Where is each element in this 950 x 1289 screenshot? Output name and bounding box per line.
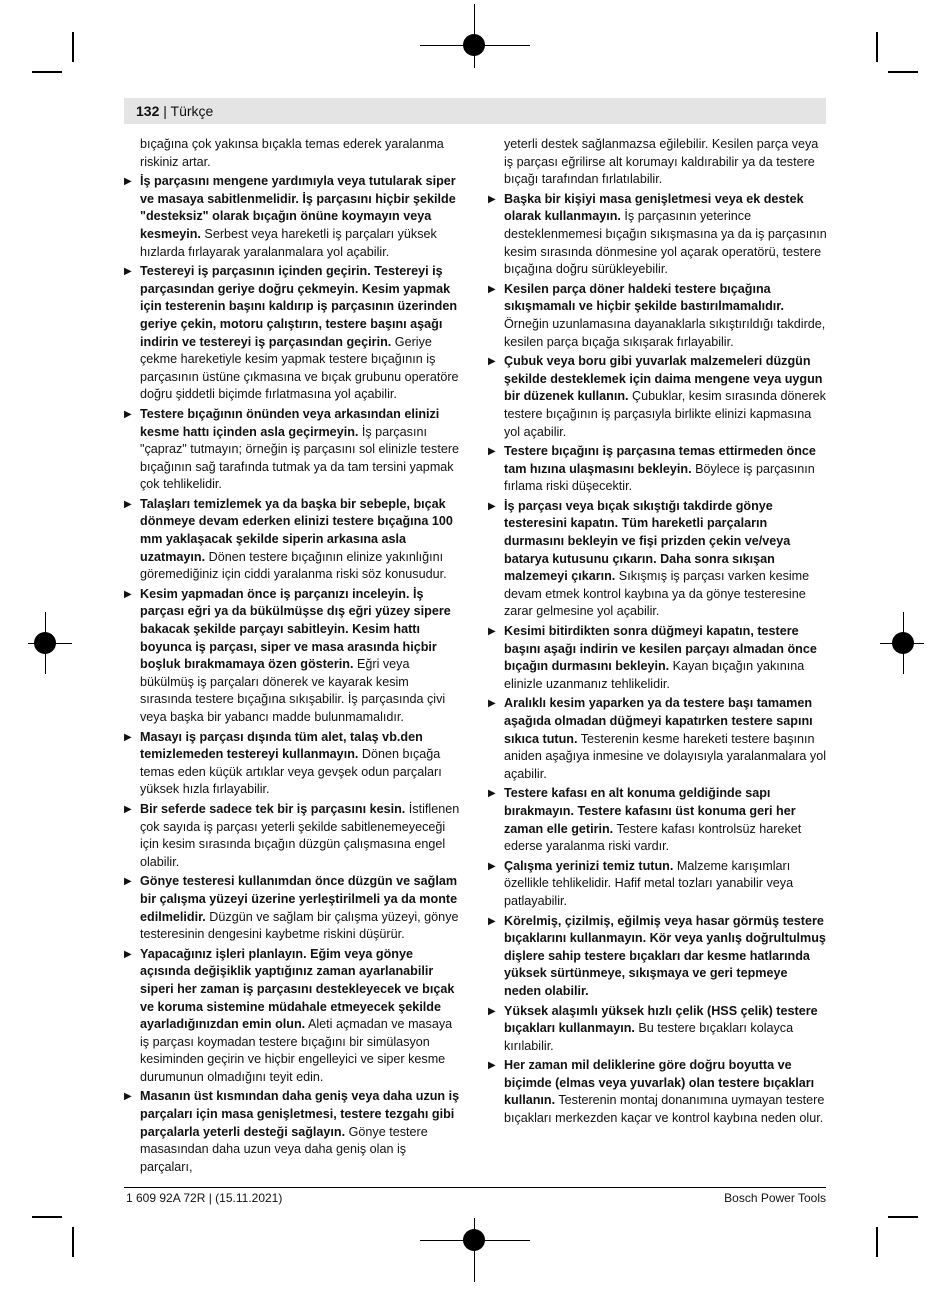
safety-item-warning: Testereyi iş parçasının içinden geçirin. Testereyi iş parçasından geriye doğru çekmeyin. Kesim yapmak için testerenin başını kaldırıp iş parçasının üzerinden geriye çekin, motoru çalıştırın, testere başını aşağı indirin ve testereyi iş parçasından geçirin. [140,264,458,349]
safety-item-explanation: Aleti açmadan ve masaya iş parçası koymadan testere bıçağını bir simülasyon kesiminden geçirin ve hiçbir engelleyici ve siper kesme durumunun olmadığını teyit edin. [140,1017,453,1084]
bullet-arrow-icon: ▶ [488,283,496,295]
safety-item [124,1088,462,1176]
safety-item [124,496,462,584]
safety-item-explanation: Malzeme karışımları özellikle tehlikelidir. Hafif metal tozları yanabilir veya patlayabilir. [504,858,794,908]
safety-item-warning: Testere bıçağının önünden veya arkasından elinizi kesme hattı içinden asla geçirmeyin. [140,406,440,439]
continuation-text: bıçağına çok yakınsa bıçakla temas ederek yaralanma riskiniz artar. [140,137,444,169]
page-number: 132 [136,103,160,119]
safety-item [488,858,828,911]
safety-item-warning: Körelmiş, çizilmiş, eğilmiş veya hasar görmüş testere bıçaklarını kullanmayın. Kör veya yanlış doğrultulmuş dişlere sahip testere bıçakları dar kesme hatlarında yüksek sürtünmeye, sıkışmaya ve geri tepmeye neden olabilir. [504,913,826,998]
bullet-arrow-icon: ▶ [124,176,132,188]
safety-item-warning: Aralıklı kesim yaparken ya da testere başı tamamen aşağıda olmadan düğmeyi kapatırken testere sapını sıkıca tutun. [504,696,813,746]
bullet-arrow-icon: ▶ [124,1091,132,1103]
bullet-arrow-icon: ▶ [488,1060,496,1072]
bullet-arrow-icon: ▶ [124,876,132,888]
safety-item-warning: Kesim yapmadan önce iş parçanızı inceleyin. İş parçası eğri ya da bükülmüşse dış eğri yüzey sipere bakacak şekilde parçayı sabitleyin. Kesim hattı boyunca iş parçası, siper ve masa arasında hiçbir boşluk bırakmamaya özen gösterin. [140,586,451,672]
safety-item [124,406,462,494]
safety-item-explanation: Dönen bıçağa temas eden küçük artıklar veya gevşek odun parçaları yüksek hızla fırlayabilir. [140,747,442,797]
crop-mark [72,1227,74,1257]
safety-item-warning: Bir seferde sadece tek bir iş parçasını kesin. [140,801,406,816]
right-column [488,136,828,1130]
bullet-arrow-icon: ▶ [124,948,132,960]
safety-item-warning: Her zaman mil deliklerine göre doğru boyutta ve biçimde (elmas veya yuvarlak) olan testere bıçakları kullanın. [504,1058,815,1108]
safety-item-explanation: Geriye çekme hareketiyle kesim yapmak testere bıçağının iş parçasının üstüne çıkmasına ve bıçak grubunu operatöre doğru şiddetli biçimde fırlatmasına yol açabilir. [140,334,459,402]
safety-list [124,173,462,1176]
safety-item-warning: Talaşları temizlemek ya da başka bir sebeple, bıçak dönmeye devam ederken elinizi testere bıçağına 100 mm yaklaşacak şekilde siperin arkasına asla uzatmayın. [140,496,453,564]
safety-item-warning: Kesilen parça döner haldeki testere bıçağına sıkışmamalı ve hiçbir şekilde bastırılmamalıdır. [504,281,785,314]
safety-item-explanation: Eğri veya bükülmüş iş parçaları dönerek ve kayarak kesim sırasında testere bıçağına sıkışabilir. İş parçasında çivi veya başka bir yabancı madde bulunmamalıdır. [140,657,446,724]
safety-item [488,281,828,351]
safety-list [488,191,828,1128]
safety-item-explanation: Dönen testere bıçağının elinize yakınlığını göremediğiniz için ciddi yaralanma riski söz konusudur. [140,549,447,582]
document-code: 1 609 92A 72R | (15.11.2021) [126,1191,283,1205]
crop-mark [876,1227,878,1257]
safety-item-explanation: İş parçasının yeterince desteklenmemesi bıçağın sıkışmasına ya da iş parçasının kesim sırasında dönmesine yol açarak operatörü, testere bıçağına doğru sürükleyebilir. [504,209,827,277]
crop-mark [32,71,62,73]
registration-mark-icon [463,1229,485,1251]
safety-item [124,873,462,943]
bullet-arrow-icon: ▶ [488,860,496,872]
bullet-arrow-icon: ▶ [488,915,496,927]
safety-item-explanation: Örneğin uzunlamasına dayanaklarla sıkıştırıldığı takdirde, kesilen parça bıçağa sıkışarak fırlayabilir. [504,316,826,349]
safety-item-explanation: Kayan bıçağın yakınına elinizle uzanmanız tehlikelidir. [504,659,805,691]
safety-item-explanation: Testere kafası kontrolsüz hareket ederse yaralanma riski vardır. [504,821,802,854]
safety-item [124,729,462,799]
safety-item-warning: Testere bıçağını iş parçasına temas ettirmeden önce tam hızına ulaşmasını bekleyin. [504,444,816,476]
brand-name: Bosch Power Tools [724,1191,826,1205]
safety-item-warning: Testere kafası en alt konuma geldiğinde sapı bırakmayın. Testere kafasını üst konuma geri her zaman elle getirin. [504,786,796,836]
bullet-arrow-icon: ▶ [124,588,132,600]
safety-item-explanation: Bu testere bıçakları kolayca kırılabilir. [504,1021,794,1053]
safety-item [124,173,462,261]
bullet-arrow-icon: ▶ [488,788,496,800]
continuation-text: yeterli destek sağlanmazsa eğilebilir. Kesilen parça veya iş parçası eğrilirse alt korumayı kaldırabilir ya da testere bıçağı tarafından fırlatılabilir. [504,137,819,187]
safety-item [124,801,462,871]
safety-item-warning: Yüksek alaşımlı yüksek hızlı çelik (HSS çelik) testere bıçakları kullanmayın. [504,1003,818,1036]
safety-item-explanation: Sıkışmış iş parçası varken kesime devam etmek kontrol kaybına ya da gönye testeresine zarar gelmesine yol açabilir. [504,569,810,619]
safety-item-explanation: Serbest veya hareketli iş parçaları yüksek hızlarda fırlayarak yaralanmalara yol açabilir. [140,226,437,259]
safety-item-explanation: Testerenin kesme hareketi testere başının aniden aşağıya inmesine ve dolayısıyla yaralanmalara yol açabilir. [504,731,827,781]
crop-mark [888,71,918,73]
safety-item [488,695,828,783]
safety-item-warning: Çubuk veya boru gibi yuvarlak malzemeleri düzgün şekilde desteklemek için daima mengene veya uygun bir düzenek kullanın. [504,354,823,404]
safety-item-warning: Masanın üst kısmından daha geniş veya daha uzun iş parçaları için masa genişletmesi, testere tezgahı gibi parçalarla yeterli desteği sağlayın. [140,1089,460,1139]
bullet-arrow-icon: ▶ [124,803,132,815]
safety-item-warning: İş parçası veya bıçak sıkıştığı takdirde gönye testeresini kapatın. Tüm hareketli parçaların durmasını bekleyin ve fişi prizden çekin ve/veya batarya kutusunu çıkarın. Daha sonra sıkışan malzemeyi çıkarın. [504,498,791,584]
safety-item-explanation: Gönye testere masasından daha uzun veya daha geniş olan iş parçaları, [140,1124,428,1174]
registration-mark-icon [463,34,485,56]
safety-item-warning: Yapacağınız işleri planlayın. Eğim veya gönye açısında değişiklik yaptığınız zaman ayarlanabilir siperi her zaman iş parçasını destekleyecek ve bıçak ve koruma sistemine müdahale etmeyecek şekilde ayarladığınızdan emin olun. [140,946,455,1032]
safety-item-explanation: Böylece iş parçasının fırlama riski düşecektir. [504,461,815,494]
safety-item-explanation: Çubuklar, kesim sırasında dönerek testere bıçağının iş parçasıyla birlikte elinizi kapmasına yol açabilir. [504,389,826,439]
safety-item-explanation: Düzgün ve sağlam bir çalışma yüzeyi, gönye testeresinin dengesini kaybetme riskini düşürür. [140,909,459,942]
crop-mark [888,1216,918,1218]
safety-item [488,353,828,441]
registration-mark-icon [892,632,914,654]
registration-mark-icon [34,632,56,654]
bullet-arrow-icon: ▶ [488,698,496,710]
safety-item-warning: Masayı iş parçası dışında tüm alet, talaş vb.den temizlemeden testereyi kullanmayın. [140,729,423,762]
footer-divider [124,1187,826,1188]
safety-item [488,498,828,621]
header-language: Türkçe [170,103,214,119]
bullet-arrow-icon: ▶ [488,500,496,512]
crop-mark [72,32,74,62]
safety-item-explanation: İş parçasını "çapraz" tutmayın; örneğin iş parçasını sol elinizle testere bıçağının sağ tarafında tutmak ya da tam tersini yapmak çok tehlikelidir. [140,424,460,492]
safety-item-warning: Kesimi bitirdikten sonra düğmeyi kapatın, testere başını aşağı indirin ve kesilen parçayı almadan önce bıçağın durmasını bekleyin. [504,624,817,674]
bullet-arrow-icon: ▶ [488,193,496,205]
left-column [124,136,462,1178]
safety-item-warning: Başka bir kişiyi masa genişletmesi veya ek destek olarak kullanmayın. [504,191,804,224]
page-header-bar [124,98,826,124]
safety-item-warning: Çalışma yerinizi temiz tutun. [504,858,674,873]
safety-item-explanation: Testerenin montaj donanımına uymayan testere bıçakları merkezden kaçar ve kontrol kaybına neden olur. [504,1093,825,1126]
safety-item [124,946,462,1087]
safety-item [488,191,828,279]
safety-item [488,623,828,693]
crop-mark [876,32,878,62]
safety-item [124,263,462,404]
safety-item-warning: İş parçasını mengene yardımıyla veya tutularak siper ve masaya sabitlenmelidir. İş parçasını hiçbir şekilde "desteksiz" olarak bıçağın önüne koymayın veya kesmeyin. [140,174,456,241]
safety-item [488,913,828,1001]
safety-item [488,1003,828,1056]
safety-item-explanation: İstiflenen çok sayıda iş parçası yeterli şekilde sabitlenemeyeceği için kesim sırasında bıçağın düzgün çalışmasına engel olabilir. [140,801,460,869]
safety-item [488,1057,828,1127]
header-separator: | [159,103,171,119]
bullet-arrow-icon: ▶ [488,446,496,458]
bullet-arrow-icon: ▶ [488,626,496,638]
bullet-arrow-icon: ▶ [488,1005,496,1017]
safety-item [124,586,462,727]
crop-mark [32,1216,62,1218]
safety-item [488,785,828,855]
safety-item [488,443,828,496]
bullet-arrow-icon: ▶ [124,731,132,743]
bullet-arrow-icon: ▶ [124,408,132,420]
safety-item-warning: Gönye testeresi kullanımdan önce düzgün ve sağlam bir çalışma yüzeyi üzerine yerleştirilmeli ya da monte edilmelidir. [140,874,458,924]
bullet-arrow-icon: ▶ [124,498,132,510]
page-header [136,103,213,119]
bullet-arrow-icon: ▶ [124,266,132,278]
bullet-arrow-icon: ▶ [488,356,496,368]
